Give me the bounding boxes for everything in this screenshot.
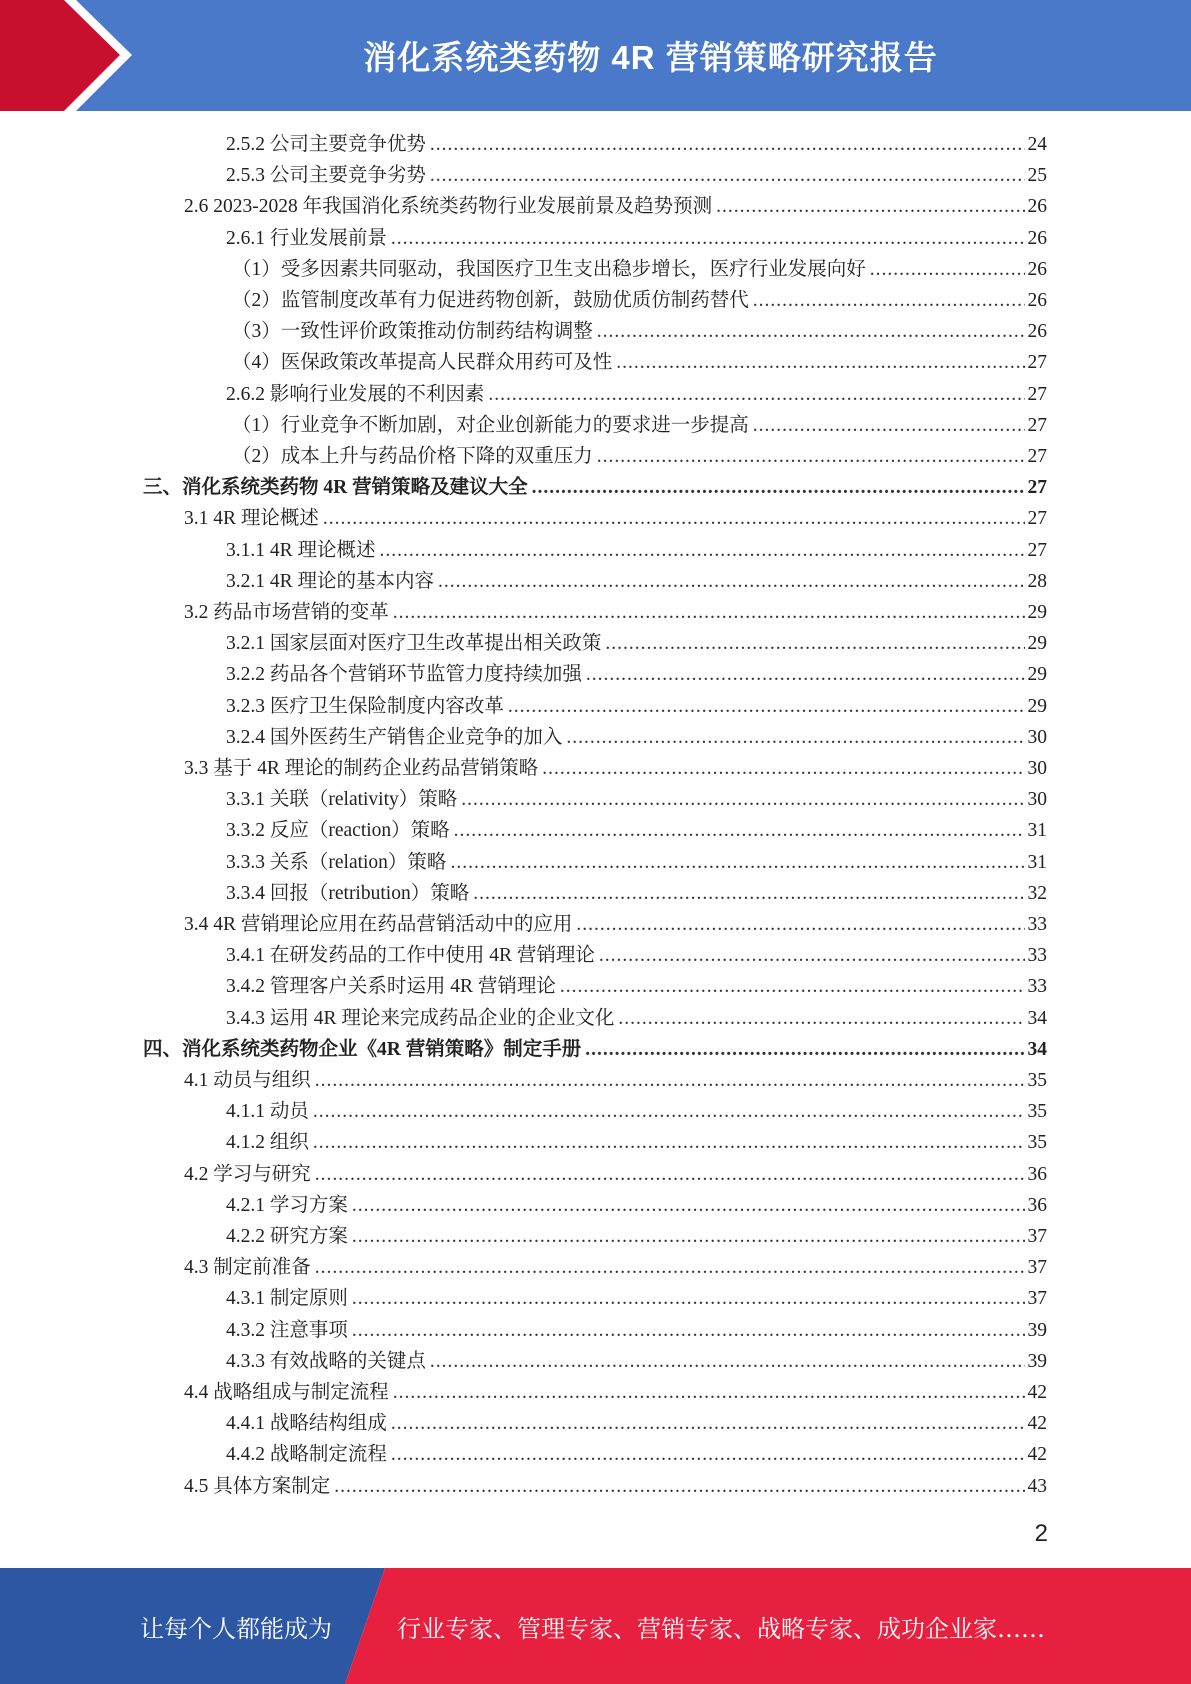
toc-dot-leader — [618, 1008, 1024, 1030]
toc-entry-page: 42 — [1027, 1413, 1047, 1435]
toc-entry-title: 3.1 4R 理论概述 — [184, 508, 319, 530]
toc-entry-page: 33 — [1027, 976, 1047, 998]
toc-entry-page: 35 — [1027, 1070, 1047, 1091]
toc-entry-page: 36 — [1027, 1163, 1047, 1185]
toc-entry-title: 2.5.3 公司主要竞争劣势 — [226, 165, 426, 187]
toc-entry-page: 26 — [1027, 227, 1047, 249]
toc-entry-page: 35 — [1027, 1132, 1047, 1154]
toc-entry-title: 2.6 2023-2028 年我国消化系统类药物行业发展前景及趋势预测 — [184, 196, 713, 218]
toc-entry-title: 2.5.2 公司主要竞争优势 — [226, 134, 426, 155]
toc-entry-title: 3.2.1 国家层面对医疗卫生改革提出相关政策 — [226, 633, 602, 655]
toc-entry-title: 4.1.1 动员 — [226, 1101, 309, 1123]
toc-dot-leader — [315, 1070, 1025, 1092]
toc-entry-page: 29 — [1027, 602, 1047, 623]
toc-dot-leader — [391, 1413, 1025, 1435]
toc-entry-page: 35 — [1027, 1101, 1047, 1123]
toc-entry-title: 三、消化系统类药物 4R 营销策略及建议大全 — [143, 477, 528, 499]
toc-entry-title: 4.5 具体方案制定 — [184, 1475, 331, 1497]
toc-dot-leader — [352, 1226, 1025, 1248]
toc-entry-title: 3.4.1 在研发药品的工作中使用 4R 营销理论 — [226, 945, 595, 967]
toc-entry[interactable] — [226, 877, 1047, 908]
toc-dot-leader — [566, 727, 1024, 749]
toc-entry[interactable] — [232, 440, 1047, 471]
toc-entry-title: 3.2.1 4R 理论的基本内容 — [226, 570, 435, 592]
toc-entry-page: 34 — [1027, 1007, 1047, 1029]
toc-entry-page: 39 — [1027, 1319, 1047, 1341]
toc-entry[interactable] — [226, 814, 1047, 845]
toc-entry-title: （3）一致性评价政策推动仿制药结构调整 — [232, 321, 593, 343]
toc-entry[interactable] — [226, 534, 1047, 565]
toc-entry[interactable] — [184, 502, 1047, 533]
toc-entry[interactable] — [226, 1282, 1047, 1313]
toc-entry-title: 4.4.1 战略结构组成 — [226, 1413, 387, 1435]
toc-entry-title: 3.2 药品市场营销的变革 — [184, 602, 389, 623]
toc-entry-page: 32 — [1027, 882, 1047, 904]
report-title: 消化系统类药物 4R 营销策略研究报告 — [363, 39, 938, 76]
toc-entry[interactable] — [226, 222, 1047, 253]
toc-dot-leader — [391, 1444, 1025, 1466]
toc-entry[interactable] — [226, 1438, 1047, 1469]
toc-entry-title: 2.6.1 行业发展前景 — [226, 227, 387, 249]
toc-entry[interactable] — [226, 128, 1047, 159]
toc-dot-leader — [430, 165, 1025, 187]
toc-entry[interactable] — [184, 752, 1047, 783]
toc-dot-leader — [753, 415, 1025, 437]
toc-entry-title: 4.2.2 研究方案 — [226, 1226, 348, 1247]
toc-entry[interactable] — [184, 1251, 1047, 1282]
toc-entry[interactable] — [226, 1345, 1047, 1376]
toc-entry-title: 3.3.2 反应（reaction）策略 — [226, 820, 450, 842]
toc-entry-page: 26 — [1027, 196, 1047, 218]
toc-dot-leader — [716, 196, 1024, 218]
toc-dot-leader — [315, 1164, 1025, 1186]
toc-entry-page: 24 — [1027, 134, 1047, 155]
toc-dot-leader — [438, 571, 1024, 593]
toc-entry-title: （1）受多因素共同驱动，我国医疗卫生支出稳步增长，医疗行业发展向好 — [232, 258, 866, 280]
toc-entry-title: （1）行业竞争不断加剧，对企业创新能力的要求进一步提高 — [232, 414, 749, 436]
toc-entry-page: 27 — [1027, 539, 1047, 561]
toc-dot-leader — [473, 883, 1024, 905]
toc-entry-title: 3.2.3 医疗卫生保险制度内容改革 — [226, 695, 504, 717]
toc-dot-leader — [542, 758, 1024, 780]
toc-entry-page: 29 — [1027, 633, 1047, 655]
toc-dot-leader — [616, 352, 1024, 374]
toc-entry-page: 37 — [1027, 1257, 1047, 1279]
toc-entry[interactable] — [226, 1002, 1047, 1033]
toc-dot-leader — [753, 290, 1025, 312]
toc-entry-title: 4.2 学习与研究 — [184, 1163, 311, 1185]
toc-entry[interactable] — [226, 783, 1047, 814]
toc-entry[interactable] — [226, 690, 1047, 721]
toc-dot-leader — [393, 602, 1025, 624]
toc-entry[interactable] — [226, 970, 1047, 1001]
toc-dot-leader — [352, 1320, 1025, 1342]
toc-entry-page: 30 — [1027, 726, 1047, 748]
toc-dot-leader — [393, 1382, 1025, 1404]
toc-dot-leader — [313, 1101, 1025, 1123]
toc-dot-leader — [532, 477, 1025, 499]
toc-entry[interactable] — [226, 159, 1047, 190]
toc-entry[interactable] — [232, 284, 1047, 315]
toc-entry-title: 3.4.2 管理客户关系时运用 4R 营销理论 — [226, 976, 556, 998]
toc-entry-page: 26 — [1027, 290, 1047, 311]
footer-slogan-right: 行业专家、管理专家、营销专家、战略专家、成功企业家…… — [397, 1614, 1045, 1643]
toc-entry[interactable] — [143, 471, 1047, 502]
toc-entry-page: 27 — [1027, 383, 1047, 405]
toc-entry-title: 3.1.1 4R 理论概述 — [226, 539, 376, 561]
toc-entry[interactable] — [184, 1064, 1047, 1095]
toc-entry[interactable] — [232, 315, 1047, 346]
toc-entry[interactable] — [184, 1470, 1047, 1501]
toc-dot-leader — [461, 789, 1024, 811]
toc-entry-title: （4）医保政策改革提高人民群众用药可及性 — [232, 352, 613, 374]
toc-entry-page: 26 — [1027, 321, 1047, 343]
toc-entry[interactable] — [226, 627, 1047, 658]
toc-entry-title: 4.4.2 战略制定流程 — [226, 1444, 387, 1466]
toc-entry[interactable] — [226, 1126, 1047, 1157]
toc-entry-page: 30 — [1027, 758, 1047, 779]
toc-dot-leader — [334, 1476, 1024, 1498]
toc-dot-leader — [391, 228, 1025, 250]
toc-dot-leader — [599, 945, 1025, 967]
toc-entry[interactable] — [226, 939, 1047, 970]
toc-dot-leader — [597, 321, 1025, 343]
toc-entry-title: 4.3.3 有效战略的关键点 — [226, 1350, 426, 1372]
toc-entry-page: 27 — [1027, 352, 1047, 374]
toc-entry[interactable] — [226, 658, 1047, 689]
toc-dot-leader — [508, 696, 1025, 718]
toc-dot-leader — [380, 540, 1025, 562]
toc-entry-page: 29 — [1027, 664, 1047, 686]
toc-entry[interactable] — [184, 1376, 1047, 1407]
toc-entry[interactable] — [143, 1033, 1047, 1064]
toc-entry[interactable] — [184, 908, 1047, 939]
toc-entry-page: 34 — [1027, 1038, 1047, 1060]
toc-entry-page: 28 — [1027, 570, 1047, 592]
page-footer — [0, 1568, 1191, 1684]
toc-entry[interactable] — [226, 1407, 1047, 1438]
toc-entry-title: 4.1 动员与组织 — [184, 1070, 311, 1091]
toc-entry-page: 25 — [1027, 165, 1047, 187]
toc-entry-title: 四、消化系统类药物企业《4R 营销策略》制定手册 — [143, 1038, 582, 1060]
toc-entry[interactable] — [226, 1314, 1047, 1345]
toc-dot-leader — [454, 820, 1025, 842]
toc-dot-leader — [870, 259, 1025, 281]
toc-entry[interactable] — [226, 378, 1047, 409]
toc-entry[interactable] — [226, 1220, 1047, 1251]
toc-entry[interactable] — [226, 1095, 1047, 1126]
toc-dot-leader — [576, 914, 1024, 936]
toc-entry-page: 33 — [1027, 914, 1047, 935]
toc-entry-title: 4.2.1 学习方案 — [226, 1194, 348, 1216]
toc-entry-page: 31 — [1027, 820, 1047, 842]
page-header — [0, 0, 1191, 111]
toc-entry-page: 29 — [1027, 695, 1047, 717]
toc-entry-page: 26 — [1027, 258, 1047, 280]
toc-entry-title: 4.1.2 组织 — [226, 1132, 309, 1154]
toc-entry[interactable] — [226, 1189, 1047, 1220]
toc-entry-title: 4.3 制定前准备 — [184, 1257, 311, 1279]
toc-entry-title: 3.4 4R 营销理论应用在药品营销活动中的应用 — [184, 914, 573, 935]
toc-entry-title: 3.4.3 运用 4R 理论来完成药品企业的企业文化 — [226, 1007, 615, 1029]
toc-entry-title: 3.2.4 国外医药生产销售企业竞争的加入 — [226, 726, 563, 748]
toc-entry[interactable] — [232, 253, 1047, 284]
toc-dot-leader — [315, 1257, 1025, 1279]
toc-entry-page: 30 — [1027, 789, 1047, 811]
toc-dot-leader — [605, 633, 1024, 655]
toc-entry-title: 3.3.1 关联（relativity）策略 — [226, 789, 458, 811]
toc-entry-page: 33 — [1027, 945, 1047, 967]
toc-entry-page: 42 — [1027, 1444, 1047, 1466]
toc-entry-page: 27 — [1027, 477, 1047, 499]
toc-entry-page: 43 — [1027, 1475, 1047, 1497]
toc-entry-title: 3.2.2 药品各个营销环节监管力度持续加强 — [226, 664, 582, 686]
toc-dot-leader — [586, 664, 1025, 686]
footer-slogan-left: 让每个人都能成为 — [140, 1614, 332, 1643]
page-number: 2 — [1034, 1520, 1048, 1547]
toc-entry-title: 4.3.1 制定原则 — [226, 1288, 348, 1310]
toc-entry-page: 36 — [1027, 1194, 1047, 1216]
toc-dot-leader — [597, 446, 1025, 468]
toc-entry-page: 37 — [1027, 1226, 1047, 1247]
toc-entry-title: （2）监管制度改革有力促进药物创新，鼓励优质仿制药替代 — [232, 290, 749, 311]
toc-entry-page: 39 — [1027, 1350, 1047, 1372]
toc-entry-page: 27 — [1027, 446, 1047, 467]
toc-entry-page: 31 — [1027, 851, 1047, 873]
toc-entry-title: 3.3.3 关系（relation）策略 — [226, 851, 447, 873]
toc-entry-page: 42 — [1027, 1382, 1047, 1403]
toc-dot-leader — [488, 384, 1024, 406]
toc-entry-title: （2）成本上升与药品价格下降的双重压力 — [232, 446, 593, 467]
toc-dot-leader — [313, 1132, 1025, 1154]
toc-dot-leader — [560, 976, 1025, 998]
toc-entry-title: 3.3.4 回报（retribution）策略 — [226, 882, 470, 904]
toc-dot-leader — [585, 1039, 1024, 1061]
toc-dot-leader — [430, 134, 1025, 156]
toc-entry-title: 4.3.2 注意事项 — [226, 1319, 348, 1341]
toc-dot-leader — [352, 1288, 1025, 1310]
toc-dot-leader — [323, 508, 1025, 530]
toc-entry-title: 4.4 战略组成与制定流程 — [184, 1382, 389, 1403]
toc-entry[interactable] — [226, 565, 1047, 596]
toc-entry[interactable] — [184, 596, 1047, 627]
toc-entry[interactable] — [184, 1158, 1047, 1189]
toc-entry[interactable] — [232, 346, 1047, 377]
toc-dot-leader — [352, 1195, 1025, 1217]
toc-entry-title: 2.6.2 影响行业发展的不利因素 — [226, 383, 485, 405]
toc-entry-page: 27 — [1027, 414, 1047, 436]
toc-entry-page: 37 — [1027, 1288, 1047, 1310]
toc-entry[interactable] — [226, 846, 1047, 877]
toc-entry-title: 3.3 基于 4R 理论的制药企业药品营销策略 — [184, 758, 539, 779]
toc-dot-leader — [430, 1351, 1025, 1373]
toc-entry[interactable] — [232, 409, 1047, 440]
toc-entry[interactable] — [184, 190, 1047, 221]
toc-dot-leader — [450, 852, 1024, 874]
toc-entry[interactable] — [226, 721, 1047, 752]
toc-entry-page: 27 — [1027, 508, 1047, 530]
